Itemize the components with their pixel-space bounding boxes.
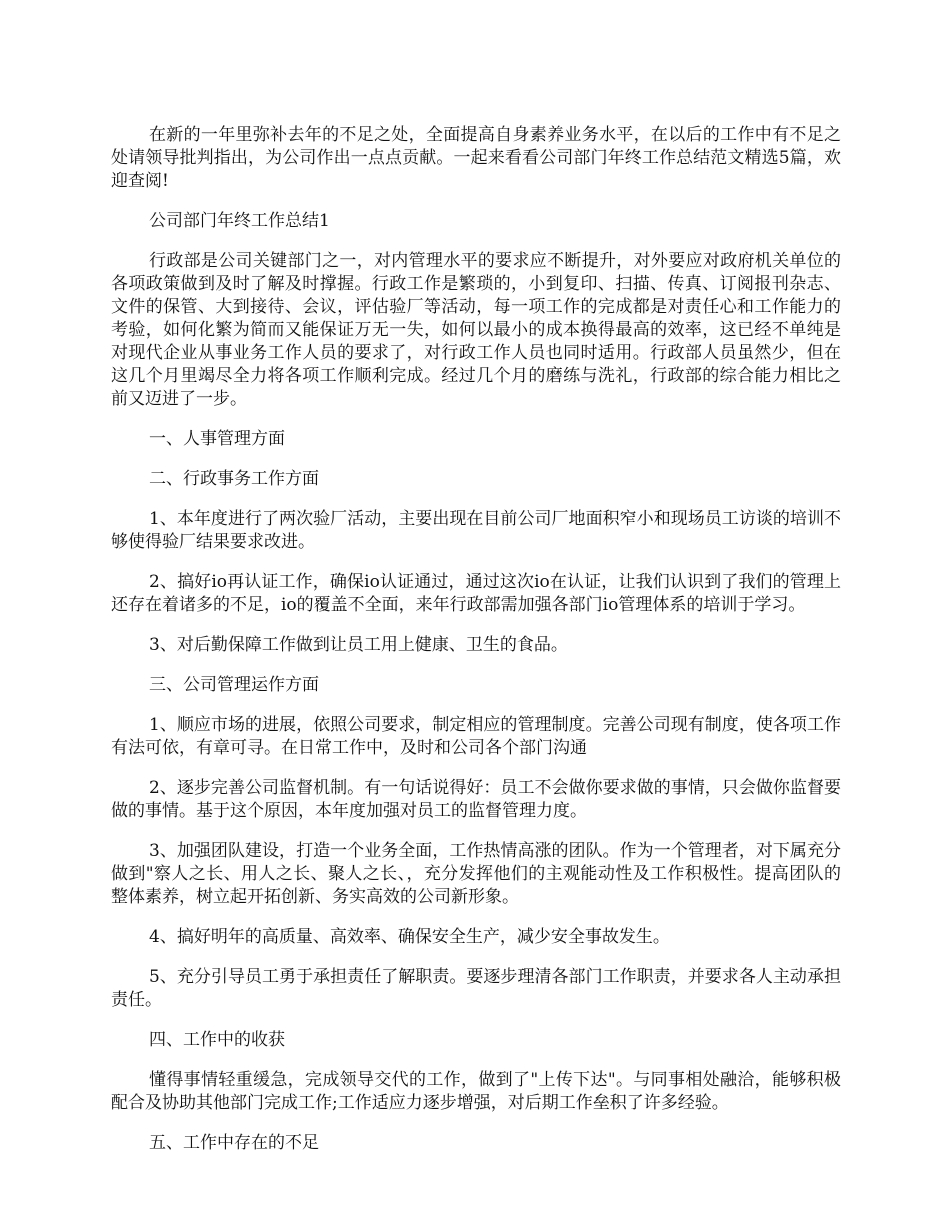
admin-item-2: 2、搞好io再认证工作，确保io认证通过，通过这次io在认证，让我们认识到了我们的管理上还存在着诸多的不足，io的覆盖不全面，来年行政部需加强各部门io管理体系的培训于学习。 bbox=[111, 572, 841, 615]
management-item-2: 2、逐步完善公司监督机制。有一句话说得好：员工不会做你要求做的事情，只会做你监督要做的事情。基于这个原因，本年度加强对员工的监督管理力度。 bbox=[111, 778, 841, 821]
management-item-4: 4、搞好明年的高质量、高效率、确保安全生产，减少安全事故发生。 bbox=[149, 927, 670, 947]
management-item-3: 3、加强团队建设，打造一个业务全面，工作热情高涨的团队。作为一个管理者，对下属充分做到"察人之长、用人之长、聚人之长、，充分发挥他们的主观能动性及工作积极性。提高团队的整体素养，树立起开拓创新、务实高效的公司新形象。 bbox=[111, 841, 841, 907]
section-heading-gains: 四、工作中的收获 bbox=[149, 1030, 285, 1050]
document-page bbox=[111, 124, 841, 1172]
intro-paragraph: 在新的一年里弥补去年的不足之处，全面提高自身素养业务水平，在以后的工作中有不足之处请领导批判指出，为公司作出一点点贡献。一起来看看公司部门年终工作总结范文精选5篇，欢迎查阅! bbox=[111, 125, 841, 191]
admin-item-3: 3、对后勤保障工作做到让员工用上健康、卫生的食品。 bbox=[149, 635, 568, 655]
section-heading-management: 三、公司管理运作方面 bbox=[149, 675, 319, 695]
admin-item-1: 1、本年度进行了两次验厂活动，主要出现在目前公司厂地面积窄小和现场员工访谈的培训不够使得验厂结果要求改进。 bbox=[111, 509, 841, 552]
section-heading-hr: 一、人事管理方面 bbox=[149, 429, 285, 449]
management-item-1: 1、顺应市场的进展，依照公司要求，制定相应的管理制度。完善公司现有制度，使各项工作有法可依，有章可寻。在日常工作中，及时和公司各个部门沟通 bbox=[111, 715, 841, 758]
gains-paragraph: 懂得事情轻重缓急，完成领导交代的工作，做到了"上传下达"。与同事相处融洽，能够积极配合及协助其他部门完成工作;工作适应力逐步增强，对后期工作垒积了许多经验。 bbox=[111, 1070, 841, 1113]
section-heading-shortcomings: 五、工作中存在的不足 bbox=[149, 1133, 319, 1153]
management-item-5: 5、充分引导员工勇于承担责任了解职责。要逐步理清各部门工作职责，并要求各人主动承担责任。 bbox=[111, 967, 841, 1010]
section-heading-admin-affairs: 二、行政事务工作方面 bbox=[149, 469, 319, 489]
summary-title: 公司部门年终工作总结1 bbox=[149, 211, 330, 231]
admin-dept-paragraph: 行政部是公司关键部门之一，对内管理水平的要求应不断提升，对外要应对政府机关单位的各项政策做到及时了解及时撑握。行政工作是繁琐的，小到复印、扫描、传真、订阅报刊杂志、文件的保管、大到接待、会议，评估验厂等活动，每一项工作的完成都是对责任心和工作能力的考验，如何化繁为简而又能保证万无一失，如何以最小的成本换得最高的效率，这已经不单纯是对现代企业从事业务工作人员的要求了，对行政工作人员也同时适用。行政部人员虽然少，但在这几个月里竭尽全力将各项工作顺利完成。经过几个月的磨练与洗礼，行政部的综合能力相比之前又迈进了一步。 bbox=[111, 251, 841, 409]
